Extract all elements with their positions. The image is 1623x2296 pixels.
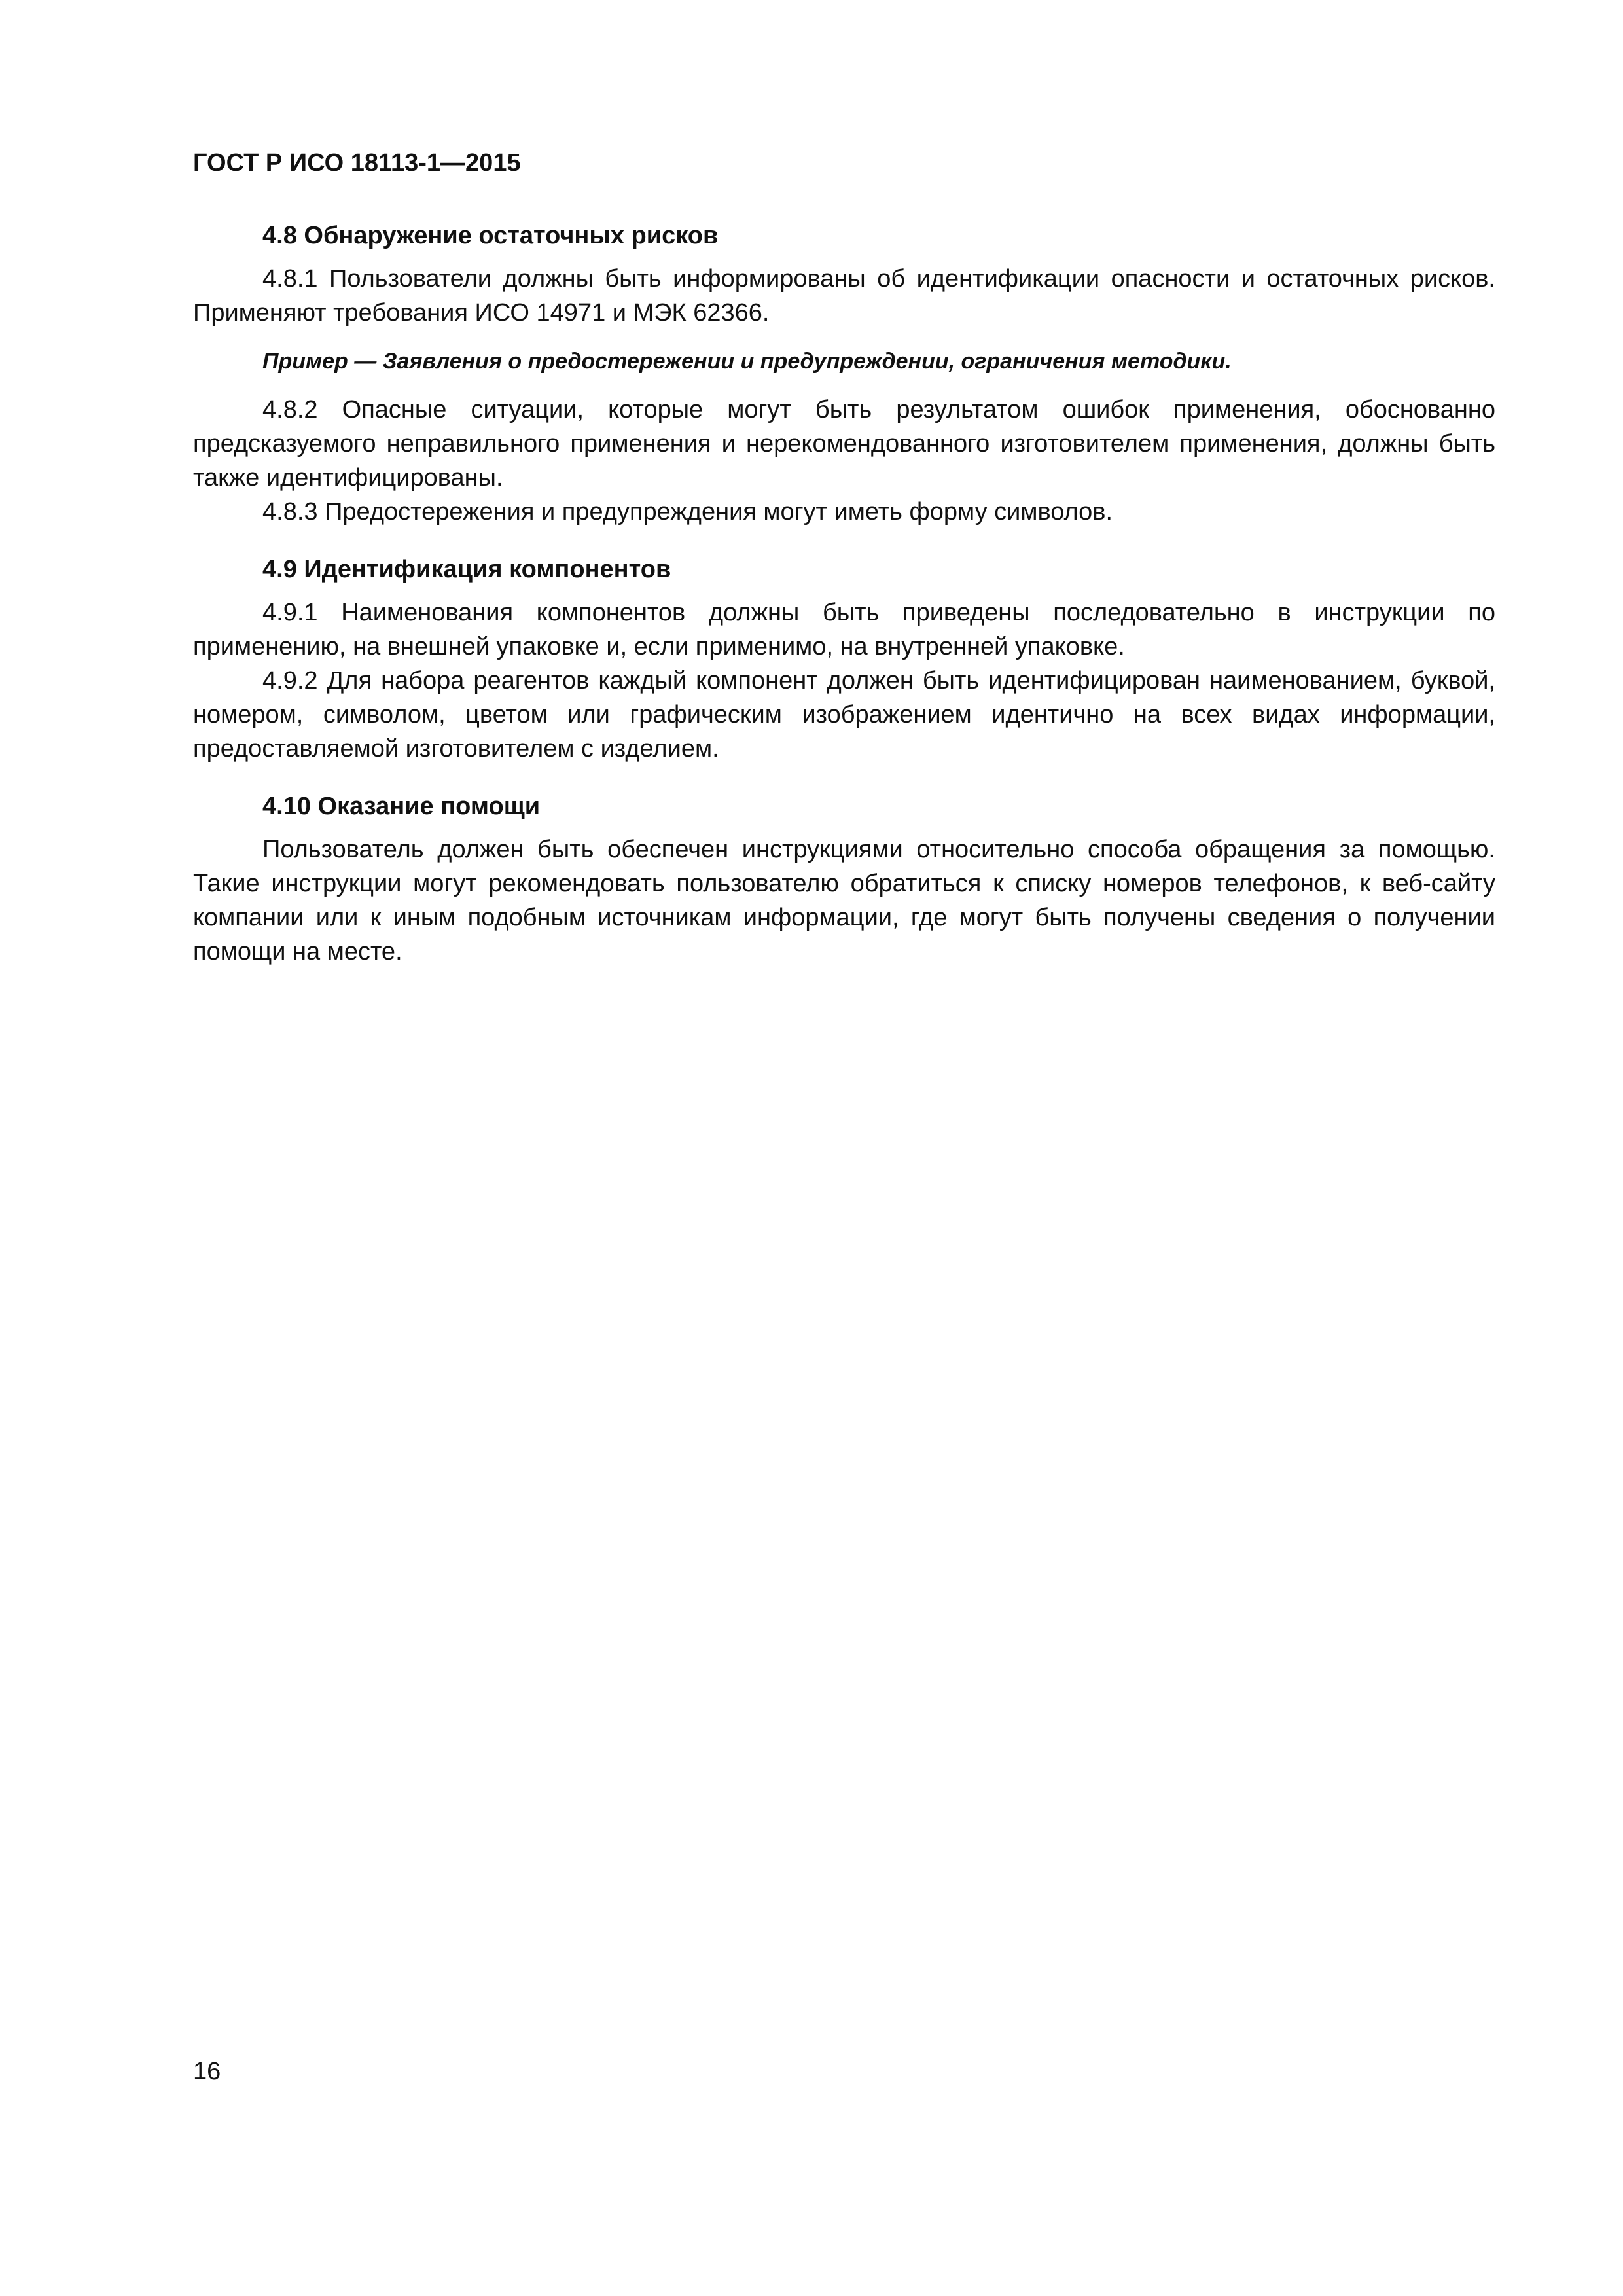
section-heading: 4.8 Обнаружение остаточных рисков — [262, 222, 719, 249]
paragraph-4-8-3: 4.8.3 Предостережения и предупреждения могут иметь форму символов. — [262, 498, 1113, 526]
document-header: ГОСТ Р ИСО 18113-1—2015 — [193, 149, 521, 177]
document-body — [193, 219, 1495, 969]
paragraph-4-8-2: 4.8.2 Опасные ситуации, которые могут быть результатом ошибок применения, обоснованно предсказуемого неправильного применения и нерекомендованного изготовителем применения, должны быть также идентифицированы. — [193, 396, 1495, 492]
section-4-9 — [193, 552, 1495, 766]
section-4-8 — [193, 219, 1495, 529]
paragraph-4-9-1: 4.9.1 Наименования компонентов должны быть приведены последовательно в инструкции по применению, на внешней упаковке и, если применимо, на внутренней упаковке. — [193, 599, 1495, 660]
paragraph-4-10: Пользователь должен быть обеспечен инструкциями относительно способа обращения за помощью. Такие инструкции могут рекомендовать пользователю обратиться к списку номеров телефонов, к веб-сайту компании или к иным подобным источникам информации, где могут быть получены сведения о получении помощи на месте. — [193, 836, 1495, 965]
paragraph-4-9-2: 4.9.2 Для набора реагентов каждый компонент должен быть идентифицирован наименованием, буквой, номером, символом, цветом или графическим изображением идентично на всех видах информации, предоставляемой изготовителем с изделием. — [193, 667, 1495, 762]
page-number: 16 — [193, 2058, 221, 2085]
section-heading: 4.10 Оказание помощи — [262, 793, 541, 820]
section-4-10 — [193, 789, 1495, 969]
section-heading: 4.9 Идентификация компонентов — [262, 556, 671, 583]
paragraph-4-8-1: 4.8.1 Пользователи должны быть информированы об идентификации опасности и остаточных рисков. Применяют требования ИСО 14971 и МЭК 62366. — [193, 265, 1495, 327]
example-note: Пример — Заявления о предостережении и предупреждении, ограничения методики. — [262, 349, 1232, 374]
